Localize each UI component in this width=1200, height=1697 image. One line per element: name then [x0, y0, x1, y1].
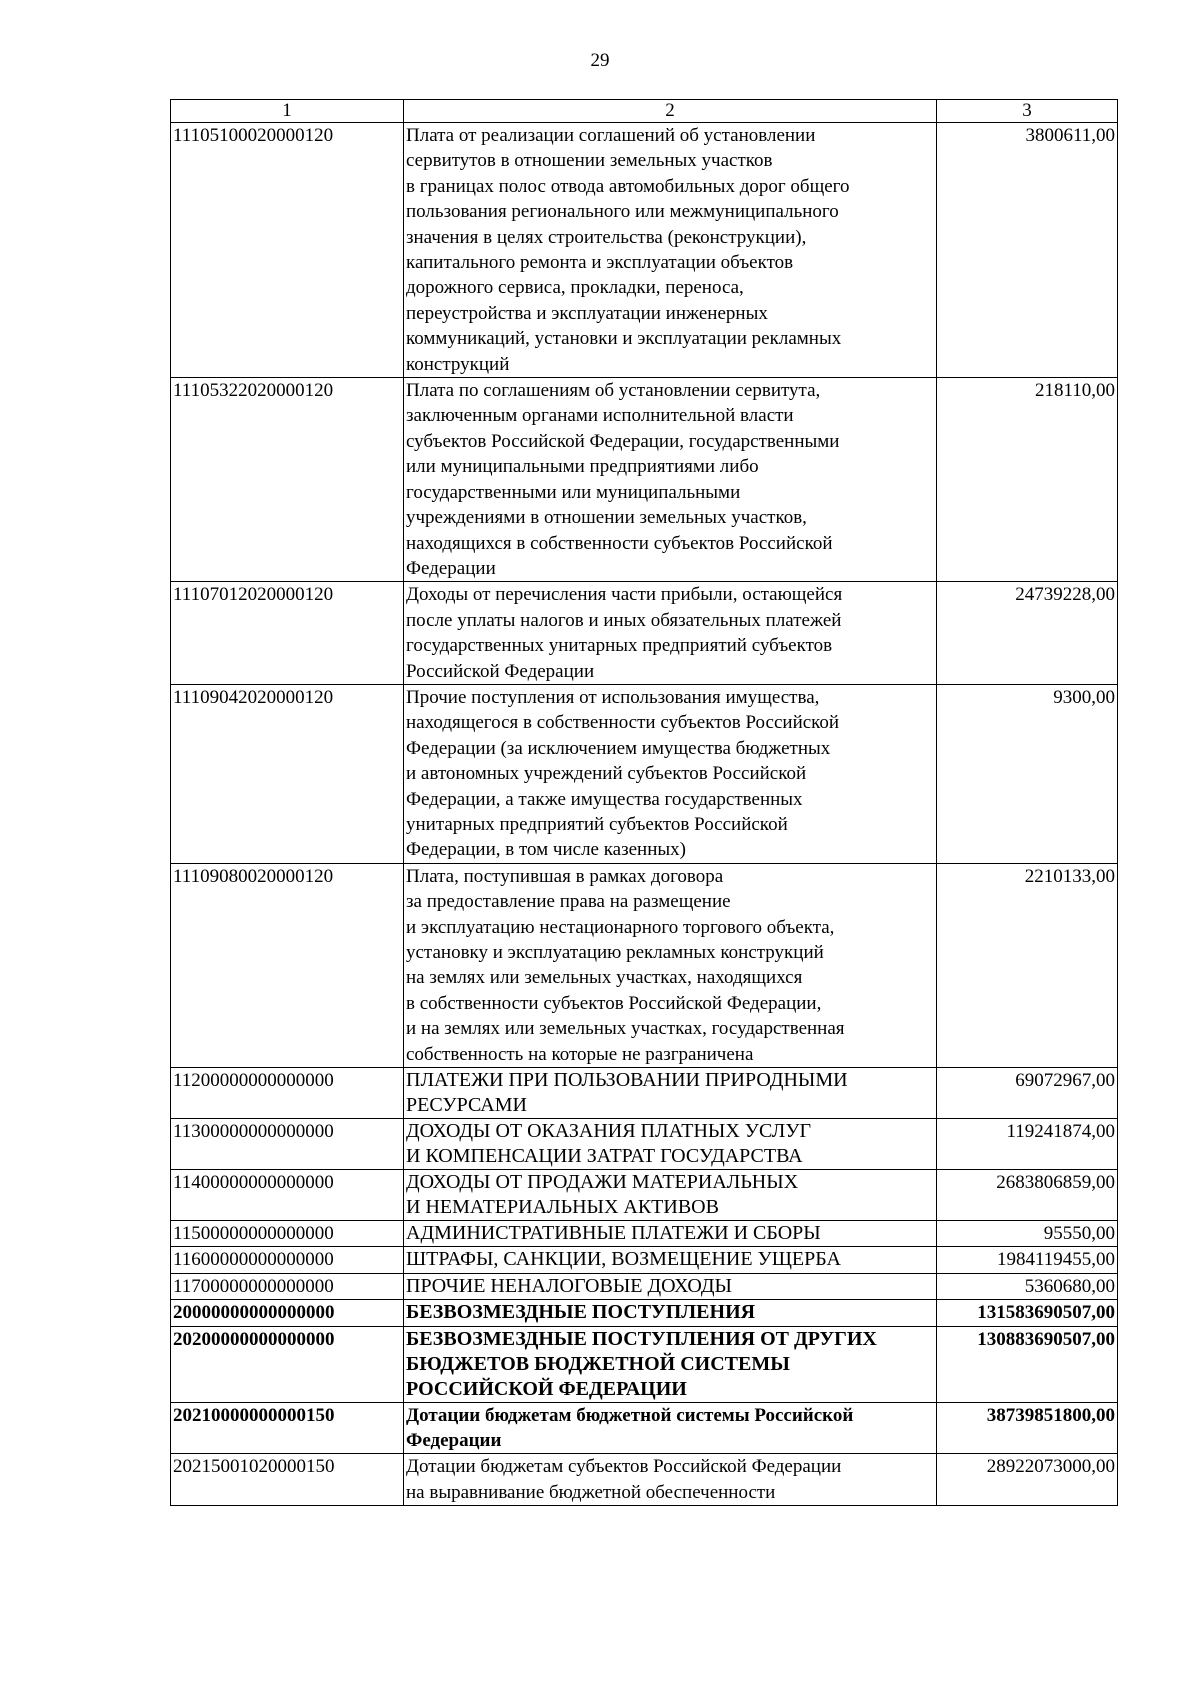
budget-code-cell: 11107012020000120: [171, 582, 404, 685]
description-line: после уплаты налогов и иных обязательных платежей: [406, 609, 842, 631]
description-cell: [404, 1170, 937, 1221]
description-line: унитарных предприятий субъектов Российской: [406, 813, 788, 835]
description-line: находящегося в собственности субъектов Российской: [406, 712, 840, 734]
description-line: Федерации, а также имущества государственных: [406, 788, 803, 810]
budget-code-cell: 11200000000000000: [171, 1068, 404, 1119]
description-line: субъектов Российской Федерации, государственными: [406, 430, 840, 452]
table-row: [171, 378, 1118, 582]
description-line: И КОМПЕНСАЦИИ ЗАТРАТ ГОСУДАРСТВА: [406, 1145, 803, 1168]
budget-code-cell: 11700000000000000: [171, 1273, 404, 1299]
description-cell: [404, 1119, 937, 1170]
amount-cell: 131583690507,00: [937, 1300, 1118, 1326]
budget-code-cell: 20215001020000150: [171, 1454, 404, 1506]
column-header-description: 2: [404, 100, 937, 123]
amount-cell: 5360680,00: [937, 1273, 1118, 1299]
budget-code-cell: 11300000000000000: [171, 1119, 404, 1170]
page-number: 29: [590, 50, 610, 71]
table-row: [171, 684, 1118, 863]
description-line: установку и эксплуатацию рекламных конструкций: [406, 942, 824, 963]
description-cell: [404, 123, 937, 378]
description-line: находящихся в собственности субъектов Российской: [406, 532, 833, 554]
budget-code-cell: 11109042020000120: [171, 684, 404, 863]
table-row: [171, 1402, 1118, 1454]
description-line: государственных унитарных предприятий субъектов: [406, 635, 833, 657]
description-line: в границах полос отвода автомобильных дорог общего: [406, 175, 850, 197]
description-line: Федерации, в том числе казенных): [406, 839, 686, 861]
amount-cell: 24739228,00: [937, 582, 1118, 685]
description-line: Плата по соглашениям об установлении сервитута,: [406, 380, 821, 402]
table-row: [171, 1170, 1118, 1221]
description-cell: [404, 1273, 937, 1299]
table-row: [171, 1273, 1118, 1299]
description-line: значения в целях строительства (реконструкции),: [406, 226, 807, 248]
table-body: [171, 123, 1118, 1506]
description-line: БЕЗВОЗМЕЗДНЫЕ ПОСТУПЛЕНИЯ ОТ ДРУГИХ: [406, 1327, 877, 1350]
description-line: капитального ремонта и эксплуатации объектов: [406, 252, 794, 274]
description-line: Дотации бюджетам субъектов Российской Федерации: [406, 1456, 842, 1478]
description-cell: [404, 378, 937, 582]
description-cell: [404, 582, 937, 685]
description-line: дорожного сервиса, прокладки, переноса,: [406, 277, 744, 299]
description-line: в собственности субъектов Российской Федерации,: [406, 992, 822, 1014]
description-cell: [404, 1326, 937, 1402]
description-cell: [404, 1454, 937, 1506]
table-row: [171, 582, 1118, 685]
budget-code-cell: 11105100020000120: [171, 123, 404, 378]
amount-cell: 9300,00: [937, 684, 1118, 863]
budget-code-cell: 11500000000000000: [171, 1221, 404, 1247]
table-row: [171, 1119, 1118, 1170]
description-cell: [404, 1221, 937, 1247]
amount-cell: 3800611,00: [937, 123, 1118, 378]
description-line: собственность на которые не разграничена: [406, 1043, 754, 1065]
table-row: [171, 1326, 1118, 1402]
description-line: пользования регионального или межмуниципального: [406, 201, 839, 223]
revenue-table: [170, 99, 1118, 1506]
description-line: государственными или муниципальными: [406, 481, 741, 503]
description-line: на выравнивание бюджетной обеспеченности: [406, 1481, 776, 1503]
description-line: сервитутов в отношении земельных участков: [406, 150, 773, 172]
table-header-row: [171, 100, 1118, 123]
description-line: переустройства и эксплуатации инженерных: [406, 302, 768, 324]
description-line: ШТРАФЫ, САНКЦИИ, ВОЗМЕЩЕНИЕ УЩЕРБА: [406, 1248, 841, 1271]
budget-code-cell: 11600000000000000: [171, 1247, 404, 1273]
description-line: Плата от реализации соглашений об установлении: [406, 125, 816, 146]
description-cell: [404, 684, 937, 863]
budget-code-cell: 20210000000000150: [171, 1402, 404, 1454]
description-line: Федерации: [406, 557, 496, 579]
description-line: Дотации бюджетам бюджетной системы Российской: [406, 1404, 854, 1426]
column-header-amount: 3: [937, 100, 1118, 123]
description-line: заключенным органами исполнительной власти: [406, 405, 794, 427]
budget-code-cell: 11400000000000000: [171, 1170, 404, 1221]
table-row: [171, 863, 1118, 1067]
description-cell: [404, 1247, 937, 1273]
amount-cell: 130883690507,00: [937, 1326, 1118, 1402]
description-line: РОССИЙСКОЙ ФЕДЕРАЦИИ: [406, 1377, 687, 1400]
budget-code-cell: 11109080020000120: [171, 863, 404, 1067]
amount-cell: 1984119455,00: [937, 1247, 1118, 1273]
description-line: Прочие поступления от использования имущества,: [406, 686, 820, 708]
amount-cell: 2210133,00: [937, 863, 1118, 1067]
table-row: [171, 123, 1118, 378]
description-line: БЮДЖЕТОВ БЮДЖЕТНОЙ СИСТЕМЫ: [406, 1352, 790, 1375]
description-line: АДМИНИСТРАТИВНЫЕ ПЛАТЕЖИ И СБОРЫ: [406, 1222, 821, 1245]
budget-code-cell: 11105322020000120: [171, 378, 404, 582]
description-line: и на землях или земельных участках, государственная: [406, 1018, 845, 1040]
description-line: ПРОЧИЕ НЕНАЛОГОВЫЕ ДОХОДЫ: [406, 1274, 732, 1297]
amount-cell: 2683806859,00: [937, 1170, 1118, 1221]
description-line: и автономных учреждений субъектов Российской: [406, 763, 807, 785]
description-cell: [404, 1402, 937, 1454]
description-line: или муниципальными предприятиями либо: [406, 456, 759, 478]
description-line: конструкций: [406, 353, 510, 375]
budget-code-cell: 20000000000000000: [171, 1300, 404, 1326]
amount-cell: 69072967,00: [937, 1068, 1118, 1119]
budget-code-cell: 20200000000000000: [171, 1326, 404, 1402]
description-line: учреждениями в отношении земельных участков,: [406, 507, 807, 529]
description-line: ДОХОДЫ ОТ ПРОДАЖИ МАТЕРИАЛЬНЫХ: [406, 1171, 799, 1194]
amount-cell: 119241874,00: [937, 1119, 1118, 1170]
description-line: ДОХОДЫ ОТ ОКАЗАНИЯ ПЛАТНЫХ УСЛУГ: [406, 1120, 812, 1143]
table-row: [171, 1300, 1118, 1326]
description-line: Федерации (за исключением имущества бюджетных: [406, 737, 831, 759]
column-header-code: 1: [171, 100, 404, 123]
table-row: [171, 1068, 1118, 1119]
description-cell: [404, 1300, 937, 1326]
amount-cell: 95550,00: [937, 1221, 1118, 1247]
table-row: [171, 1454, 1118, 1506]
description-line: Федерации: [406, 1430, 502, 1452]
description-line: на землях или земельных участках, находящихся: [406, 967, 803, 989]
description-line: коммуникаций, установки и эксплуатации рекламных: [406, 328, 842, 350]
description-line: Плата, поступившая в рамках договора: [406, 865, 724, 887]
amount-cell: 218110,00: [937, 378, 1118, 582]
description-line: Доходы от перечисления части прибыли, остающейся: [406, 584, 843, 606]
description-line: РЕСУРСАМИ: [406, 1094, 527, 1117]
amount-cell: 28922073000,00: [937, 1454, 1118, 1506]
description-cell: [404, 863, 937, 1067]
amount-cell: 38739851800,00: [937, 1402, 1118, 1454]
description-line: И НЕМАТЕРИАЛЬНЫХ АКТИВОВ: [406, 1196, 719, 1219]
description-cell: [404, 1068, 937, 1119]
description-line: за предоставление права на размещение: [406, 891, 731, 913]
description-line: Российской Федерации: [406, 660, 595, 682]
description-line: БЕЗВОЗМЕЗДНЫЕ ПОСТУПЛЕНИЯ: [406, 1301, 756, 1324]
description-line: и эксплуатацию нестационарного торгового объекта,: [406, 916, 835, 938]
description-line: ПЛАТЕЖИ ПРИ ПОЛЬЗОВАНИИ ПРИРОДНЫМИ: [406, 1069, 848, 1092]
table-row: [171, 1221, 1118, 1247]
table-row: [171, 1247, 1118, 1273]
